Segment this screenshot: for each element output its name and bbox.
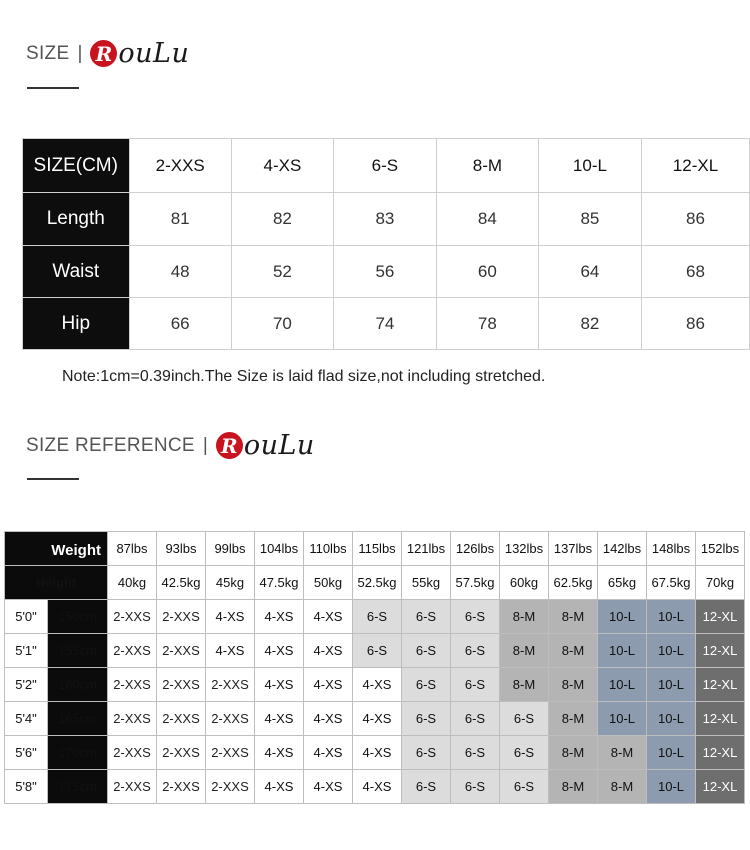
- weight-lbs-cell: 104lbs: [255, 532, 304, 566]
- weight-kg-cell: 62.5kg: [549, 566, 598, 600]
- size-cell: 6-S: [402, 702, 451, 736]
- weight-kg-cell: 47.5kg: [255, 566, 304, 600]
- size-cell: 8-M: [549, 634, 598, 668]
- measurement-value: 86: [641, 298, 749, 350]
- measurement-value: 86: [641, 193, 749, 246]
- size-cell: 6-S: [402, 600, 451, 634]
- size-column-header: 12-XL: [641, 139, 749, 193]
- size-cell: 4-XS: [304, 634, 353, 668]
- height-feet: 5'8": [5, 770, 48, 804]
- roulu-logo: [90, 38, 189, 69]
- size-cell: 6-S: [402, 668, 451, 702]
- size-cell: 4-XS: [255, 770, 304, 804]
- size-cell: 4-XS: [304, 770, 353, 804]
- size-cell: 8-M: [500, 634, 549, 668]
- size-cell: 4-XS: [304, 600, 353, 634]
- size-cell: 2-XXS: [108, 702, 157, 736]
- size-cell: 8-M: [549, 600, 598, 634]
- size-cell: 2-XXS: [108, 736, 157, 770]
- weight-kg-cell: 50kg: [304, 566, 353, 600]
- size-reference-title: SIZE REFERENCE: [26, 434, 195, 456]
- size-cell: 8-M: [598, 736, 647, 770]
- size-cell: 4-XS: [255, 634, 304, 668]
- measurement-value: 68: [641, 246, 749, 298]
- size-cell: 6-S: [451, 736, 500, 770]
- weight-lbs-cell: 99lbs: [206, 532, 255, 566]
- height-label: Height: [5, 566, 108, 600]
- size-cell: 2-XXS: [206, 668, 255, 702]
- size-table-corner: SIZE(CM): [23, 139, 130, 193]
- size-cell: 6-S: [451, 634, 500, 668]
- measurement-value: 60: [436, 246, 538, 298]
- height-cm: 155cm: [48, 634, 108, 668]
- size-cell: 6-S: [500, 770, 549, 804]
- height-feet: 5'1": [5, 634, 48, 668]
- size-cell: 4-XS: [255, 736, 304, 770]
- size-cell: 10-L: [598, 600, 647, 634]
- size-cell: 4-XS: [353, 668, 402, 702]
- measurement-value: 56: [333, 246, 436, 298]
- size-reference-table: [4, 531, 745, 804]
- size-cell: 10-L: [647, 736, 696, 770]
- height-cm: 160cm: [48, 668, 108, 702]
- weight-lbs-cell: 110lbs: [304, 532, 353, 566]
- size-cell: 6-S: [451, 600, 500, 634]
- measurement-value: 84: [436, 193, 538, 246]
- size-heading-title: SIZE: [26, 42, 70, 64]
- size-cell: 8-M: [549, 702, 598, 736]
- measurement-value: 52: [231, 246, 333, 298]
- weight-lbs-cell: 126lbs: [451, 532, 500, 566]
- measurement-value: 81: [129, 193, 231, 246]
- height-row: [5, 600, 745, 634]
- weight-lbs-cell: 142lbs: [598, 532, 647, 566]
- weight-lbs-cell: 137lbs: [549, 532, 598, 566]
- measurement-value: 83: [333, 193, 436, 246]
- size-cell: 4-XS: [255, 702, 304, 736]
- size-cell: 2-XXS: [108, 600, 157, 634]
- logo-initial: R: [90, 40, 117, 67]
- size-cell: 6-S: [500, 736, 549, 770]
- size-column-header: 4-XS: [231, 139, 333, 193]
- weight-lbs-cell: 132lbs: [500, 532, 549, 566]
- size-table-row: [23, 246, 750, 298]
- size-cell: 6-S: [451, 770, 500, 804]
- weight-lbs-cell: 115lbs: [353, 532, 402, 566]
- height-feet: 5'0": [5, 600, 48, 634]
- size-cell: 2-XXS: [108, 770, 157, 804]
- weight-kg-cell: 70kg: [696, 566, 745, 600]
- weight-kg-cell: 42.5kg: [157, 566, 206, 600]
- logo-text: ouLu: [118, 38, 190, 69]
- measurement-value: 70: [231, 298, 333, 350]
- weight-kg-cell: 45kg: [206, 566, 255, 600]
- size-cell: 12-XL: [696, 600, 745, 634]
- size-cell: 8-M: [549, 736, 598, 770]
- weight-kg-cell: 52.5kg: [353, 566, 402, 600]
- weight-kg-cell: 57.5kg: [451, 566, 500, 600]
- size-note: Note:1cm=0.39inch.The Size is laid flad size,not including stretched.: [62, 368, 546, 385]
- size-cell: 2-XXS: [206, 736, 255, 770]
- size-cell: 6-S: [402, 736, 451, 770]
- measurement-label: Waist: [23, 246, 130, 298]
- size-cell: 6-S: [451, 668, 500, 702]
- size-cell: 4-XS: [206, 600, 255, 634]
- measurement-value: 66: [129, 298, 231, 350]
- weight-lbs-row: [5, 532, 745, 566]
- height-row: [5, 736, 745, 770]
- size-column-header: 8-M: [436, 139, 538, 193]
- size-cell: 2-XXS: [157, 668, 206, 702]
- size-cell: 8-M: [549, 668, 598, 702]
- size-cell: 10-L: [647, 668, 696, 702]
- measurement-value: 74: [333, 298, 436, 350]
- measurement-label: Hip: [23, 298, 130, 350]
- height-cm: 150cm: [48, 600, 108, 634]
- size-cell: 2-XXS: [206, 702, 255, 736]
- weight-kg-cell: 40kg: [108, 566, 157, 600]
- measurement-value: 48: [129, 246, 231, 298]
- size-cell: 4-XS: [304, 702, 353, 736]
- measurement-value: 64: [538, 246, 641, 298]
- size-cell: 8-M: [598, 770, 647, 804]
- weight-lbs-cell: 121lbs: [402, 532, 451, 566]
- size-cell: 4-XS: [255, 668, 304, 702]
- size-cell: 12-XL: [696, 770, 745, 804]
- heading-separator: |: [202, 434, 208, 456]
- measurement-label: Length: [23, 193, 130, 246]
- height-cm: 175cm: [48, 770, 108, 804]
- measurement-value: 82: [231, 193, 333, 246]
- height-feet: 5'6": [5, 736, 48, 770]
- size-cell: 2-XXS: [157, 770, 206, 804]
- size-cell: 4-XS: [304, 736, 353, 770]
- measurement-value: 78: [436, 298, 538, 350]
- size-cell: 2-XXS: [206, 770, 255, 804]
- roulu-logo: [216, 430, 315, 461]
- size-table-row: [23, 298, 750, 350]
- size-cell: 2-XXS: [108, 634, 157, 668]
- weight-kg-cell: 60kg: [500, 566, 549, 600]
- measurement-value: 85: [538, 193, 641, 246]
- heading-separator: |: [77, 42, 83, 64]
- size-cell: 10-L: [598, 702, 647, 736]
- weight-lbs-cell: 93lbs: [157, 532, 206, 566]
- size-column-header: 10-L: [538, 139, 641, 193]
- size-cell: 10-L: [647, 600, 696, 634]
- corner-weight-header: [5, 532, 108, 566]
- size-cell: 4-XS: [353, 770, 402, 804]
- size-cell: 2-XXS: [157, 702, 206, 736]
- weight-label: Weight: [51, 542, 101, 559]
- size-cell: 4-XS: [353, 736, 402, 770]
- size-cell: 6-S: [402, 634, 451, 668]
- logo-text: ouLu: [243, 430, 315, 461]
- size-cell: 2-XXS: [157, 600, 206, 634]
- weight-kg-cell: 65kg: [598, 566, 647, 600]
- size-cell: 10-L: [647, 702, 696, 736]
- height-row: [5, 770, 745, 804]
- height-cm: 170cm: [48, 736, 108, 770]
- weight-lbs-cell: 87lbs: [108, 532, 157, 566]
- size-cell: 2-XXS: [108, 668, 157, 702]
- size-heading: [26, 38, 189, 69]
- size-cell: 10-L: [598, 668, 647, 702]
- size-cell: 6-S: [500, 702, 549, 736]
- size-reference-heading: [26, 430, 315, 461]
- weight-kg-row: [5, 566, 745, 600]
- size-column-header: 2-XXS: [129, 139, 231, 193]
- size-cell: 4-XS: [304, 668, 353, 702]
- size-cell: 8-M: [500, 668, 549, 702]
- height-row: [5, 634, 745, 668]
- size-cell: 6-S: [402, 770, 451, 804]
- weight-kg-cell: 67.5kg: [647, 566, 696, 600]
- heading-underline: [27, 478, 79, 480]
- logo-initial: R: [216, 432, 243, 459]
- weight-lbs-cell: 152lbs: [696, 532, 745, 566]
- weight-kg-cell: 55kg: [402, 566, 451, 600]
- size-cell: 10-L: [647, 770, 696, 804]
- size-cell: 2-XXS: [157, 736, 206, 770]
- size-cell: 12-XL: [696, 702, 745, 736]
- weight-lbs-cell: 148lbs: [647, 532, 696, 566]
- size-table-header-row: [23, 139, 750, 193]
- size-cell: 4-XS: [255, 600, 304, 634]
- size-table: [22, 138, 750, 350]
- heading-underline: [27, 87, 79, 89]
- size-cell: 6-S: [451, 702, 500, 736]
- size-cell: 6-S: [353, 600, 402, 634]
- size-cell: 8-M: [549, 770, 598, 804]
- size-cell: 2-XXS: [157, 634, 206, 668]
- height-feet: 5'4": [5, 702, 48, 736]
- size-cell: 12-XL: [696, 668, 745, 702]
- size-cell: 4-XS: [206, 634, 255, 668]
- size-table-row: [23, 193, 750, 246]
- size-cell: 12-XL: [696, 736, 745, 770]
- height-row: [5, 702, 745, 736]
- size-cell: 4-XS: [353, 702, 402, 736]
- size-cell: 10-L: [598, 634, 647, 668]
- size-cell: 12-XL: [696, 634, 745, 668]
- measurement-value: 82: [538, 298, 641, 350]
- height-feet: 5'2": [5, 668, 48, 702]
- size-column-header: 6-S: [333, 139, 436, 193]
- height-row: [5, 668, 745, 702]
- size-cell: 6-S: [353, 634, 402, 668]
- size-cell: 8-M: [500, 600, 549, 634]
- height-cm: 165cm: [48, 702, 108, 736]
- size-cell: 10-L: [647, 634, 696, 668]
